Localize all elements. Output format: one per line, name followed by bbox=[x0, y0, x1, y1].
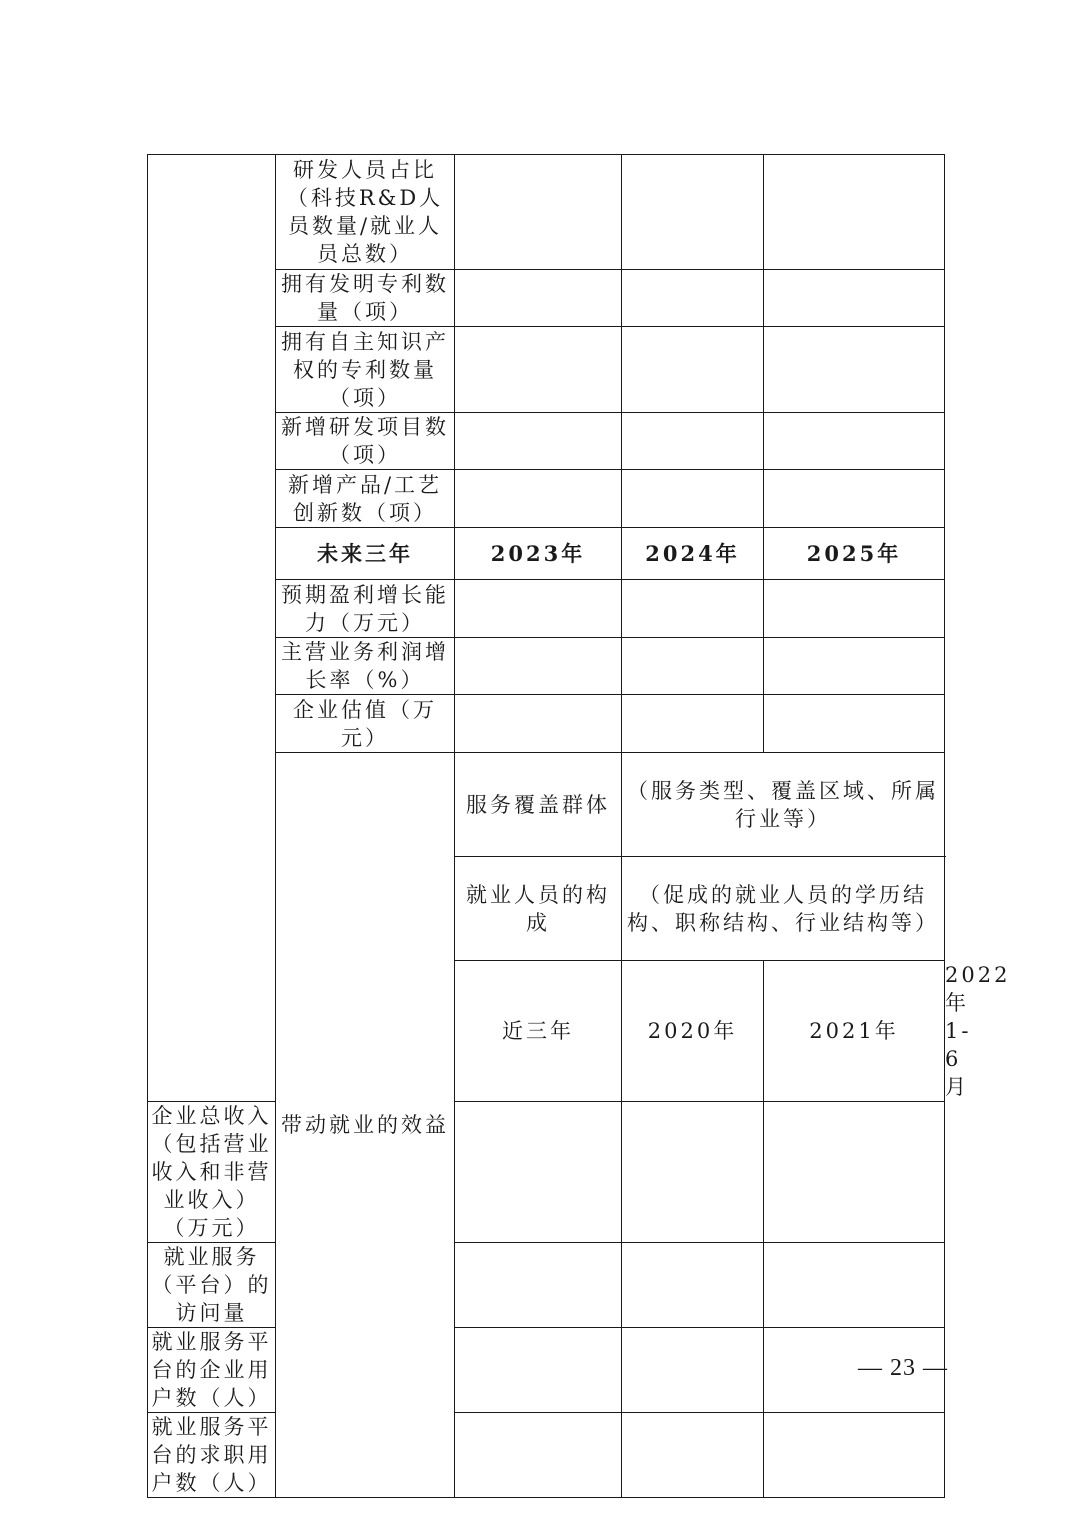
row-label-employee-composition: 就业人员的构成 bbox=[455, 857, 622, 961]
row-label-new-innovations: 新增产品/工艺创新数（项） bbox=[276, 470, 455, 528]
value-cell[interactable] bbox=[622, 695, 764, 753]
value-cell[interactable] bbox=[622, 580, 764, 638]
value-cell[interactable] bbox=[764, 1243, 945, 1328]
row-label-profit-growth-rate: 主营业务利润增长率（%） bbox=[276, 638, 455, 695]
value-cell[interactable] bbox=[455, 695, 622, 753]
row-label-rd-ratio: 研发人员占比（科技R&D人员数量/就业人员总数） bbox=[276, 155, 455, 270]
value-cell[interactable] bbox=[764, 270, 945, 327]
value-cell[interactable] bbox=[622, 270, 764, 327]
value-cell[interactable] bbox=[764, 327, 945, 413]
row-label-own-ip-patents: 拥有自主知识产权的专利数量（项） bbox=[276, 327, 455, 413]
row-label-new-rd-projects: 新增研发项目数（项） bbox=[276, 413, 455, 470]
value-cell[interactable] bbox=[622, 155, 764, 270]
year-header-2023: 2023年 bbox=[455, 528, 622, 580]
row-label-enterprise-users: 就业服务平台的企业用户数（人） bbox=[148, 1328, 276, 1413]
value-cell[interactable] bbox=[764, 695, 945, 753]
value-cell[interactable] bbox=[455, 327, 622, 413]
value-cell[interactable] bbox=[455, 270, 622, 327]
value-cell[interactable] bbox=[455, 1243, 622, 1328]
value-cell[interactable] bbox=[455, 155, 622, 270]
value-cell[interactable] bbox=[622, 1413, 764, 1498]
row-label-jobseeker-users: 就业服务平台的求职用户数（人） bbox=[148, 1413, 276, 1498]
row-label-service-coverage: 服务覆盖群体 bbox=[455, 753, 622, 857]
page-number: — 23 — bbox=[858, 1355, 948, 1381]
section-title-continued bbox=[148, 155, 276, 1102]
value-cell[interactable] bbox=[455, 580, 622, 638]
value-cell[interactable] bbox=[455, 470, 622, 528]
future-three-years-header: 未来三年 bbox=[276, 528, 455, 580]
service-coverage-note[interactable]: （服务类型、覆盖区域、所属行业等） bbox=[622, 753, 945, 857]
row-label-platform-visits: 就业服务（平台）的访问量 bbox=[148, 1243, 276, 1328]
evaluation-form-table: 研发人员占比（科技R&D人员数量/就业人员总数） 拥有发明专利数量（项） 拥有自主知识产权的专利数量（项） 新增研发项目数（项） 新增产品/工艺创新数（项） 未来三年 2023年 2024年 2025年 预期盈利增长能力（万元） 主营业务利润增长率（%） 企业估值（万元） 带动就业的效益 服务覆盖群体 （服务类型、覆盖区域、所属行业等） 就业人员的构成 （促成的就业人员的学历结构、职称结构、行业结构等） 近三年 2020年 2021年 2022年1-6月 企业总收入（包括营业收入和非营业收入）（万元） 就业服务（平台）的访问量 就业服务平台的企业用户数（人） 就业服务平台的求职用户数（人） bbox=[147, 154, 945, 1498]
value-cell[interactable] bbox=[764, 470, 945, 528]
value-cell[interactable] bbox=[764, 580, 945, 638]
value-cell[interactable] bbox=[455, 1102, 622, 1243]
value-cell[interactable] bbox=[622, 470, 764, 528]
row-label-profit-growth: 预期盈利增长能力（万元） bbox=[276, 580, 455, 638]
value-cell[interactable] bbox=[622, 1102, 764, 1243]
row-label-valuation: 企业估值（万元） bbox=[276, 695, 455, 753]
value-cell[interactable] bbox=[764, 1413, 945, 1498]
employee-composition-note[interactable]: （促成的就业人员的学历结构、职称结构、行业结构等） bbox=[622, 857, 945, 961]
year-header-2020: 2020年 bbox=[622, 961, 764, 1102]
year-header-2025: 2025年 bbox=[764, 528, 945, 580]
year-header-2021: 2021年 bbox=[764, 961, 945, 1102]
value-cell[interactable] bbox=[764, 155, 945, 270]
value-cell[interactable] bbox=[764, 638, 945, 695]
value-cell[interactable] bbox=[764, 1102, 945, 1243]
value-cell[interactable] bbox=[622, 1243, 764, 1328]
value-cell[interactable] bbox=[764, 413, 945, 470]
value-cell[interactable] bbox=[455, 413, 622, 470]
row-label-invention-patents: 拥有发明专利数量（项） bbox=[276, 270, 455, 327]
row-label-total-revenue: 企业总收入（包括营业收入和非营业收入）（万元） bbox=[148, 1102, 276, 1243]
value-cell[interactable] bbox=[622, 1328, 764, 1413]
section-title-employment-benefit: 带动就业的效益 bbox=[276, 753, 455, 1498]
value-cell[interactable] bbox=[622, 327, 764, 413]
year-header-2024: 2024年 bbox=[622, 528, 764, 580]
value-cell[interactable] bbox=[455, 1413, 622, 1498]
value-cell[interactable] bbox=[455, 1328, 622, 1413]
value-cell[interactable] bbox=[622, 638, 764, 695]
value-cell[interactable] bbox=[455, 638, 622, 695]
recent-three-years-header: 近三年 bbox=[455, 961, 622, 1102]
value-cell[interactable] bbox=[622, 413, 764, 470]
